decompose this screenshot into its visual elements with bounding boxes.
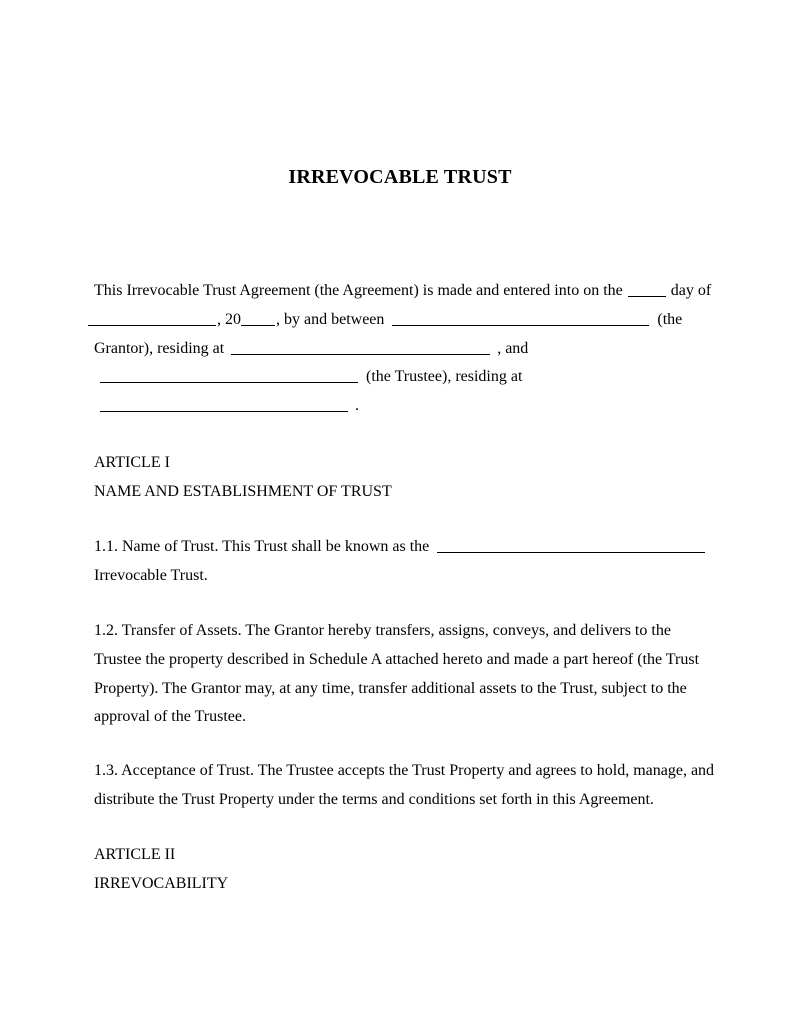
article-1-label: ARTICLE I [94,454,170,471]
section-1-2-line-4: approval of the Trustee. [94,708,246,726]
intro-line-5 [94,392,714,421]
intro-line-4 [94,363,714,392]
intro-line-3-text: Grantor), residing at [94,339,225,357]
blank-trustee-name [100,382,358,383]
article-1-title: NAME AND ESTABLISHMENT OF TRUST [94,482,392,500]
intro-line-2-between: , by and between [276,310,385,328]
blank-trust-name [437,552,705,553]
section-1-1 [94,533,714,591]
blank-trustee-address [100,411,348,412]
intro-line-5-period: . [355,397,359,415]
section-1-2-line-3: Property). The Grantor may, at any time, transfer additional assets to the Trust, subject to the [94,679,687,697]
intro-line-2-tail: (the [657,310,683,328]
section-1-1-text: 1.1. Name of Trust. This Trust shall be known as the [94,538,430,555]
document-title [0,163,800,192]
section-1-2-line-1: 1.2. Transfer of Assets. The Grantor hereby transfers, assigns, conveys, and delivers to the [94,622,671,639]
document-title-text: IRREVOCABLE TRUST [288,166,512,188]
section-1-3-line-2: distribute the Trust Property under the terms and conditions set forth in this Agreement. [94,790,654,808]
section-1-1-line-1 [94,533,714,562]
section-1-2 [94,617,714,732]
intro-line-3 [94,335,714,364]
section-1-3 [94,757,714,815]
intro-line-1-text: This Irrevocable Trust Agreement (the Agreement) is made and entered into on the [94,282,623,299]
section-1-3-line-1: 1.3. Acceptance of Trust. The Trustee accepts the Trust Property and agrees to hold, manage, and [94,762,715,779]
blank-year [241,325,275,326]
blank-grantor-name [392,325,649,326]
blank-grantor-address [231,354,490,355]
intro-line-1 [94,277,714,306]
intro-line-2 [94,306,714,335]
blank-month-date [88,325,216,326]
intro-paragraph [94,277,714,421]
article-2-heading [94,841,714,899]
intro-line-4-text: (the Trustee), residing at [366,368,523,386]
intro-line-1-tail: day of [670,282,712,299]
section-1-1-line-2: Irrevocable Trust. [94,566,208,584]
blank-day [628,296,666,297]
intro-line-3-tail: , and [497,339,529,357]
section-1-2-line-2: Trustee the property described in Schedule A attached hereto and made a part hereof (the Trust [94,650,700,668]
article-2-label: ARTICLE II [94,846,176,863]
intro-line-2-year-prefix: , 20 [217,310,241,328]
article-2-title: IRREVOCABILITY [94,874,229,892]
article-1-heading [94,449,714,507]
